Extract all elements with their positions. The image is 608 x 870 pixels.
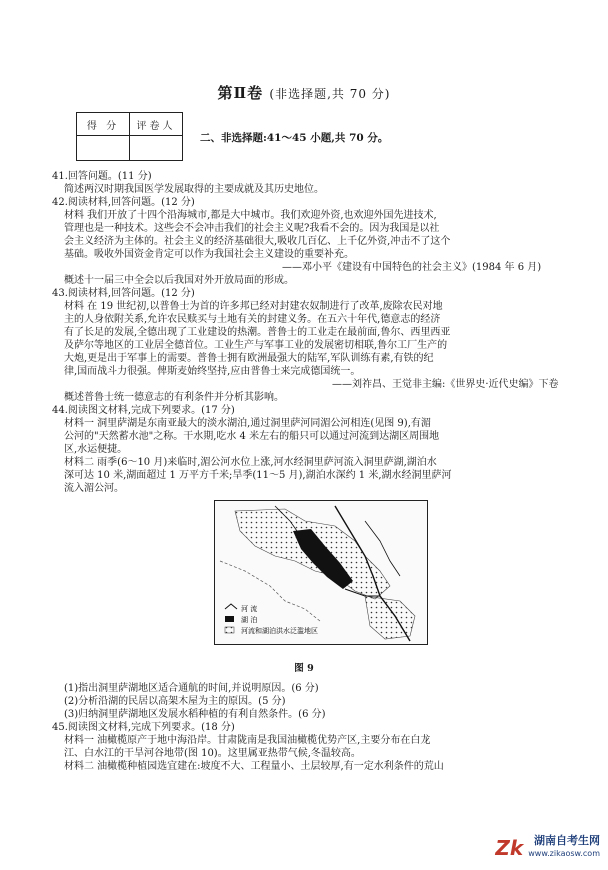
section-heading: 二、非选择题:41～45 小题,共 70 分。 <box>200 132 389 144</box>
text-line: 流入湄公河。 <box>64 483 124 494</box>
border-line <box>220 561 320 621</box>
text-line: 45.阅读图文材料,完成下列要求。(18 分) <box>52 722 235 733</box>
figure-caption: 图 9 <box>294 663 314 674</box>
map-svg <box>215 501 427 644</box>
text-line: 材料一 洞里萨湖是东南亚最大的淡水湖泊,通过洞里萨河同湄公河相连(见图 9),有湄 <box>64 418 431 429</box>
text-line: 公河的"天然蓄水池"之称。干水期,吃水 4 米左右的船只可以通过河流到达湖区周围地 <box>64 431 440 442</box>
text-line: 41.回答问题。(11 分) <box>52 171 152 182</box>
text-line: 深可达 10 米,湖面超过 1 万平方千米;旱季(11～5 月),湖泊水深约 1 米,湖水经洞里萨河 <box>64 470 452 481</box>
text-line: 42.阅读材料,回答问题。(12 分) <box>52 197 195 208</box>
text-line: 概述普鲁士统一德意志的有利条件并分析其影响。 <box>64 392 284 403</box>
text-line: 区,水运便捷。 <box>64 444 128 455</box>
grader-label: 评卷人 <box>130 113 183 136</box>
text-line: 基础。吸收外国资金肯定可以作为我国社会主义建设的重要补充。 <box>64 249 354 260</box>
legend-river-label: 河 流 <box>241 605 258 613</box>
text-line: 及萨尔等地区的工业居全德首位。工业生产与军事工业的发展密切相联,鲁尔工厂生产的 <box>64 340 448 351</box>
legend-lake-label: 湖 泊 <box>241 616 258 624</box>
flood-area-south <box>365 596 415 639</box>
text-line: 材料一 油橄榄原产于地中海沿岸。甘肃陇南是我国油橄榄优势产区,主要分布在白龙 <box>64 735 431 746</box>
text-line: 44.阅读图文材料,完成下列要求。(17 分) <box>52 405 235 416</box>
text-line: 主的人身依附关系,允许农民赎买与土地有关的封建义务。在五六十年代,德意志的经济 <box>64 314 441 325</box>
watermark-name-block <box>528 835 600 860</box>
text-line: 材料二 油橄榄种植园选宜建在:坡度不大、工程量小、土层较厚,有一定水利条件的荒山 <box>64 761 444 772</box>
text-line: 简述两汉时期我国医学发展取得的主要成就及其历史地位。 <box>64 184 324 195</box>
watermark-logo: Zk <box>495 835 524 860</box>
section-title <box>0 82 608 103</box>
score-box <box>76 112 183 161</box>
score-label: 得 分 <box>77 113 130 136</box>
watermark <box>495 835 600 860</box>
section-title-text: 第Ⅱ卷 <box>217 84 264 102</box>
text-line: (2)分析沿湖的民居以高架木屋为主的原因。(5 分) <box>64 696 286 707</box>
watermark-name: 湖南自考生网 <box>534 834 600 847</box>
text-line: 材料二 雨季(6～10 月)来临时,湄公河水位上涨,河水经洞里萨河流入洞里萨湖,湖泊水 <box>64 457 437 468</box>
text-line: 会主义经济为主体的。社会主义的经济基础很大,吸收几百亿、上千亿外资,冲击不了这个 <box>64 236 451 247</box>
text-line: 材料 在 19 世纪初,以普鲁士为首的许多邦已经对封建农奴制进行了改革,废除农民对地 <box>64 301 443 312</box>
text-line: 江、白水江的干旱河谷地带(图 10)。这里属亚热带气候,冬温较高。 <box>64 748 361 759</box>
text-line: 概述十一届三中全会以后我国对外开放局面的形成。 <box>64 275 294 286</box>
figure-9-map <box>214 500 428 645</box>
text-line: 大炮,更是出于军事上的需要。普鲁士拥有欧洲最强大的陆军,军队训练有素,有铁的纪 <box>64 353 434 364</box>
grader-cell[interactable] <box>130 136 183 161</box>
text-line: 材料 我们开放了十四个沿海城市,都是大中城市。我们欢迎外资,也欢迎外国先进技术, <box>64 210 437 221</box>
text-line: (1)指出洞里萨湖地区适合通航的时间,并说明原因。(6 分) <box>64 683 319 694</box>
score-cell[interactable] <box>77 136 130 161</box>
text-line: 有了长足的发展,全德出现了工业建设的热潮。普鲁士的工业走在最前面,鲁尔、西里西亚 <box>64 327 451 338</box>
text-line: 43.阅读材料,回答问题。(12 分) <box>52 288 195 299</box>
text-line: ——邓小平《建设有中国特色的社会主义》(1984 年 6 月) <box>282 262 542 273</box>
text-line: 管理也是一种技术。这些会不会冲击我们的社会主义呢?我看不会的。因为我国是以社 <box>64 223 440 234</box>
legend-flood-label: 河流和湖泊洪水泛滥地区 <box>241 627 318 635</box>
section-subtitle: (非选择题,共 70 分) <box>269 87 391 101</box>
text-line: 律,国而战斗力很强。俾斯麦始终坚持,应由普鲁士来完成德国统一。 <box>64 366 361 377</box>
text-line: ——刘祚昌、王觉非主编:《世界史·近代史编》下卷 <box>332 379 559 390</box>
watermark-url[interactable]: www.zikaosw.com <box>528 849 600 858</box>
text-line: (3)归纳洞里萨湖地区发展水稻种植的有利自然条件。(6 分) <box>64 709 326 720</box>
